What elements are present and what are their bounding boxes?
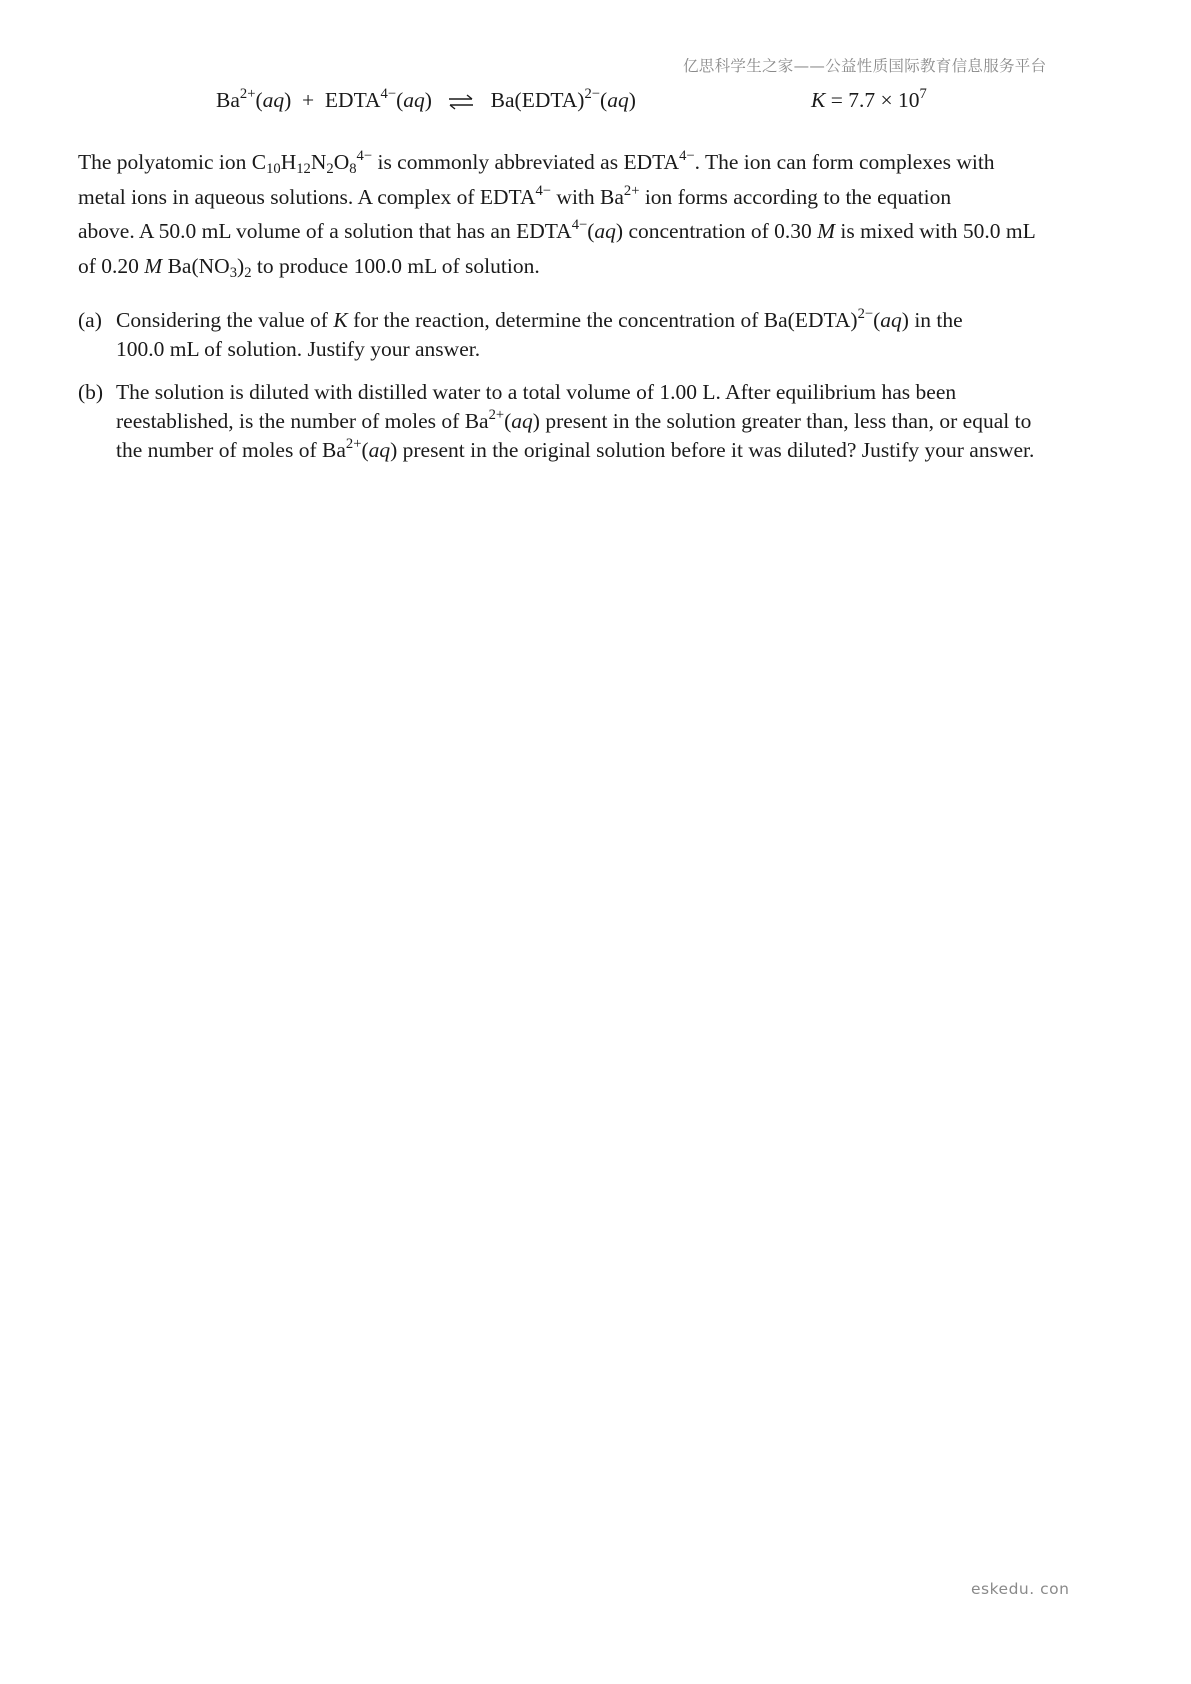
eq-edta-charge: 4− xyxy=(380,85,397,102)
intro-text: is commonly abbreviated as EDTA xyxy=(372,150,680,174)
k-symbol: K xyxy=(811,88,826,112)
intro-line-1 xyxy=(78,145,1118,180)
edta-charge: 4− xyxy=(679,147,695,164)
part-b-line-3: the number of moles of $Ba^{2+}(aq)$ present in the original solution before it was diluted? Justify your answer. xyxy=(116,435,1035,462)
question-part-a xyxy=(78,306,1108,364)
intro-text: to produce 100.0 mL of solution. xyxy=(251,253,540,278)
k-exponent: 7 xyxy=(919,85,927,102)
k-value: = 7.7 × 10 xyxy=(825,88,920,112)
part-b-label: (b) xyxy=(78,380,104,404)
molar-symbol: M xyxy=(144,253,163,278)
ba-charge: 2+ xyxy=(623,182,640,199)
watermark-header: 亿思科学生之家——公益性质国际教育信息服务平台 xyxy=(683,57,1047,75)
question-part-b xyxy=(78,378,1108,465)
eq-plus: + xyxy=(302,88,315,112)
intro-line-3: above. A 50.0 mL volume of a solution that has an $EDTA^{4-}(aq)$ concentration of 0.30 M is mixed with 50.0 mL xyxy=(78,216,1036,243)
eq-ba-charge: 2+ xyxy=(239,85,256,102)
watermark-footer: eskedu. con xyxy=(971,1580,1070,1598)
intro-text: metal ions in aqueous solutions. A complex of EDTA xyxy=(78,184,536,209)
eq-edta: EDTA xyxy=(324,88,381,112)
part-b-line-2: reestablished, is the number of moles of $Ba^{2+}(aq)$ present in the solution greater than, less than, or equal to xyxy=(116,406,1032,433)
part-a-line-1: Considering the value of K for the reaction, determine the concentration of Ba(EDTA)$^{2-}$(aq) in the xyxy=(116,305,963,332)
part-a-label: (a) xyxy=(78,308,102,332)
edta-charge: 4− xyxy=(535,182,552,199)
state-aq: aq xyxy=(594,219,616,243)
intro-text: . The ion can form complexes with xyxy=(694,150,995,174)
equilibrium-arrow-icon xyxy=(447,88,475,113)
eq-product-state: aq xyxy=(607,88,629,112)
eq-ba-state: aq xyxy=(262,88,285,112)
edta-charge: 4− xyxy=(571,216,588,233)
molar-symbol: M xyxy=(817,219,836,243)
intro-text: ) concentration of 0.30 xyxy=(615,219,818,243)
intro-text: The polyatomic ion xyxy=(78,150,252,174)
eq-product-charge: 2− xyxy=(584,85,601,102)
eq-product: Ba(EDTA) xyxy=(490,88,585,112)
salt-formula: ) xyxy=(237,253,245,278)
equilibrium-constant xyxy=(811,85,927,113)
intro-text: is mixed with 50.0 mL xyxy=(835,219,1036,243)
equilibrium-equation: $Ba^{2+}(aq)$ + $EDTA^{4-}(aq)$ Ba(EDTA)$^{2-}$(aq) xyxy=(216,85,636,112)
salt-subscript: 3 xyxy=(229,264,238,281)
intro-paragraph xyxy=(78,145,1118,283)
intro-text: above. A 50.0 mL volume of a solution that has an EDTA xyxy=(78,219,572,243)
salt-formula: Ba(NO xyxy=(162,253,230,278)
eq-edta-state: aq xyxy=(403,88,425,112)
k-symbol: K xyxy=(333,308,348,332)
intro-text: of 0.20 xyxy=(78,253,145,278)
intro-text: ion forms according to the equation xyxy=(639,184,952,209)
salt-subscript: 2 xyxy=(244,264,252,281)
edta-formula: $C_{10}H_{12}N_2O_8^{4-}$ xyxy=(251,147,373,178)
intro-line-2 xyxy=(78,180,1118,215)
part-a-line-2: 100.0 mL of solution. Justify your answer. xyxy=(116,337,481,361)
intro-text: with Ba xyxy=(551,184,624,209)
intro-line-4 xyxy=(78,249,1118,284)
eq-ba: Ba xyxy=(216,88,240,112)
part-b-line-1: The solution is diluted with distilled water to a total volume of 1.00 L. After equilibrium has been xyxy=(116,380,957,404)
